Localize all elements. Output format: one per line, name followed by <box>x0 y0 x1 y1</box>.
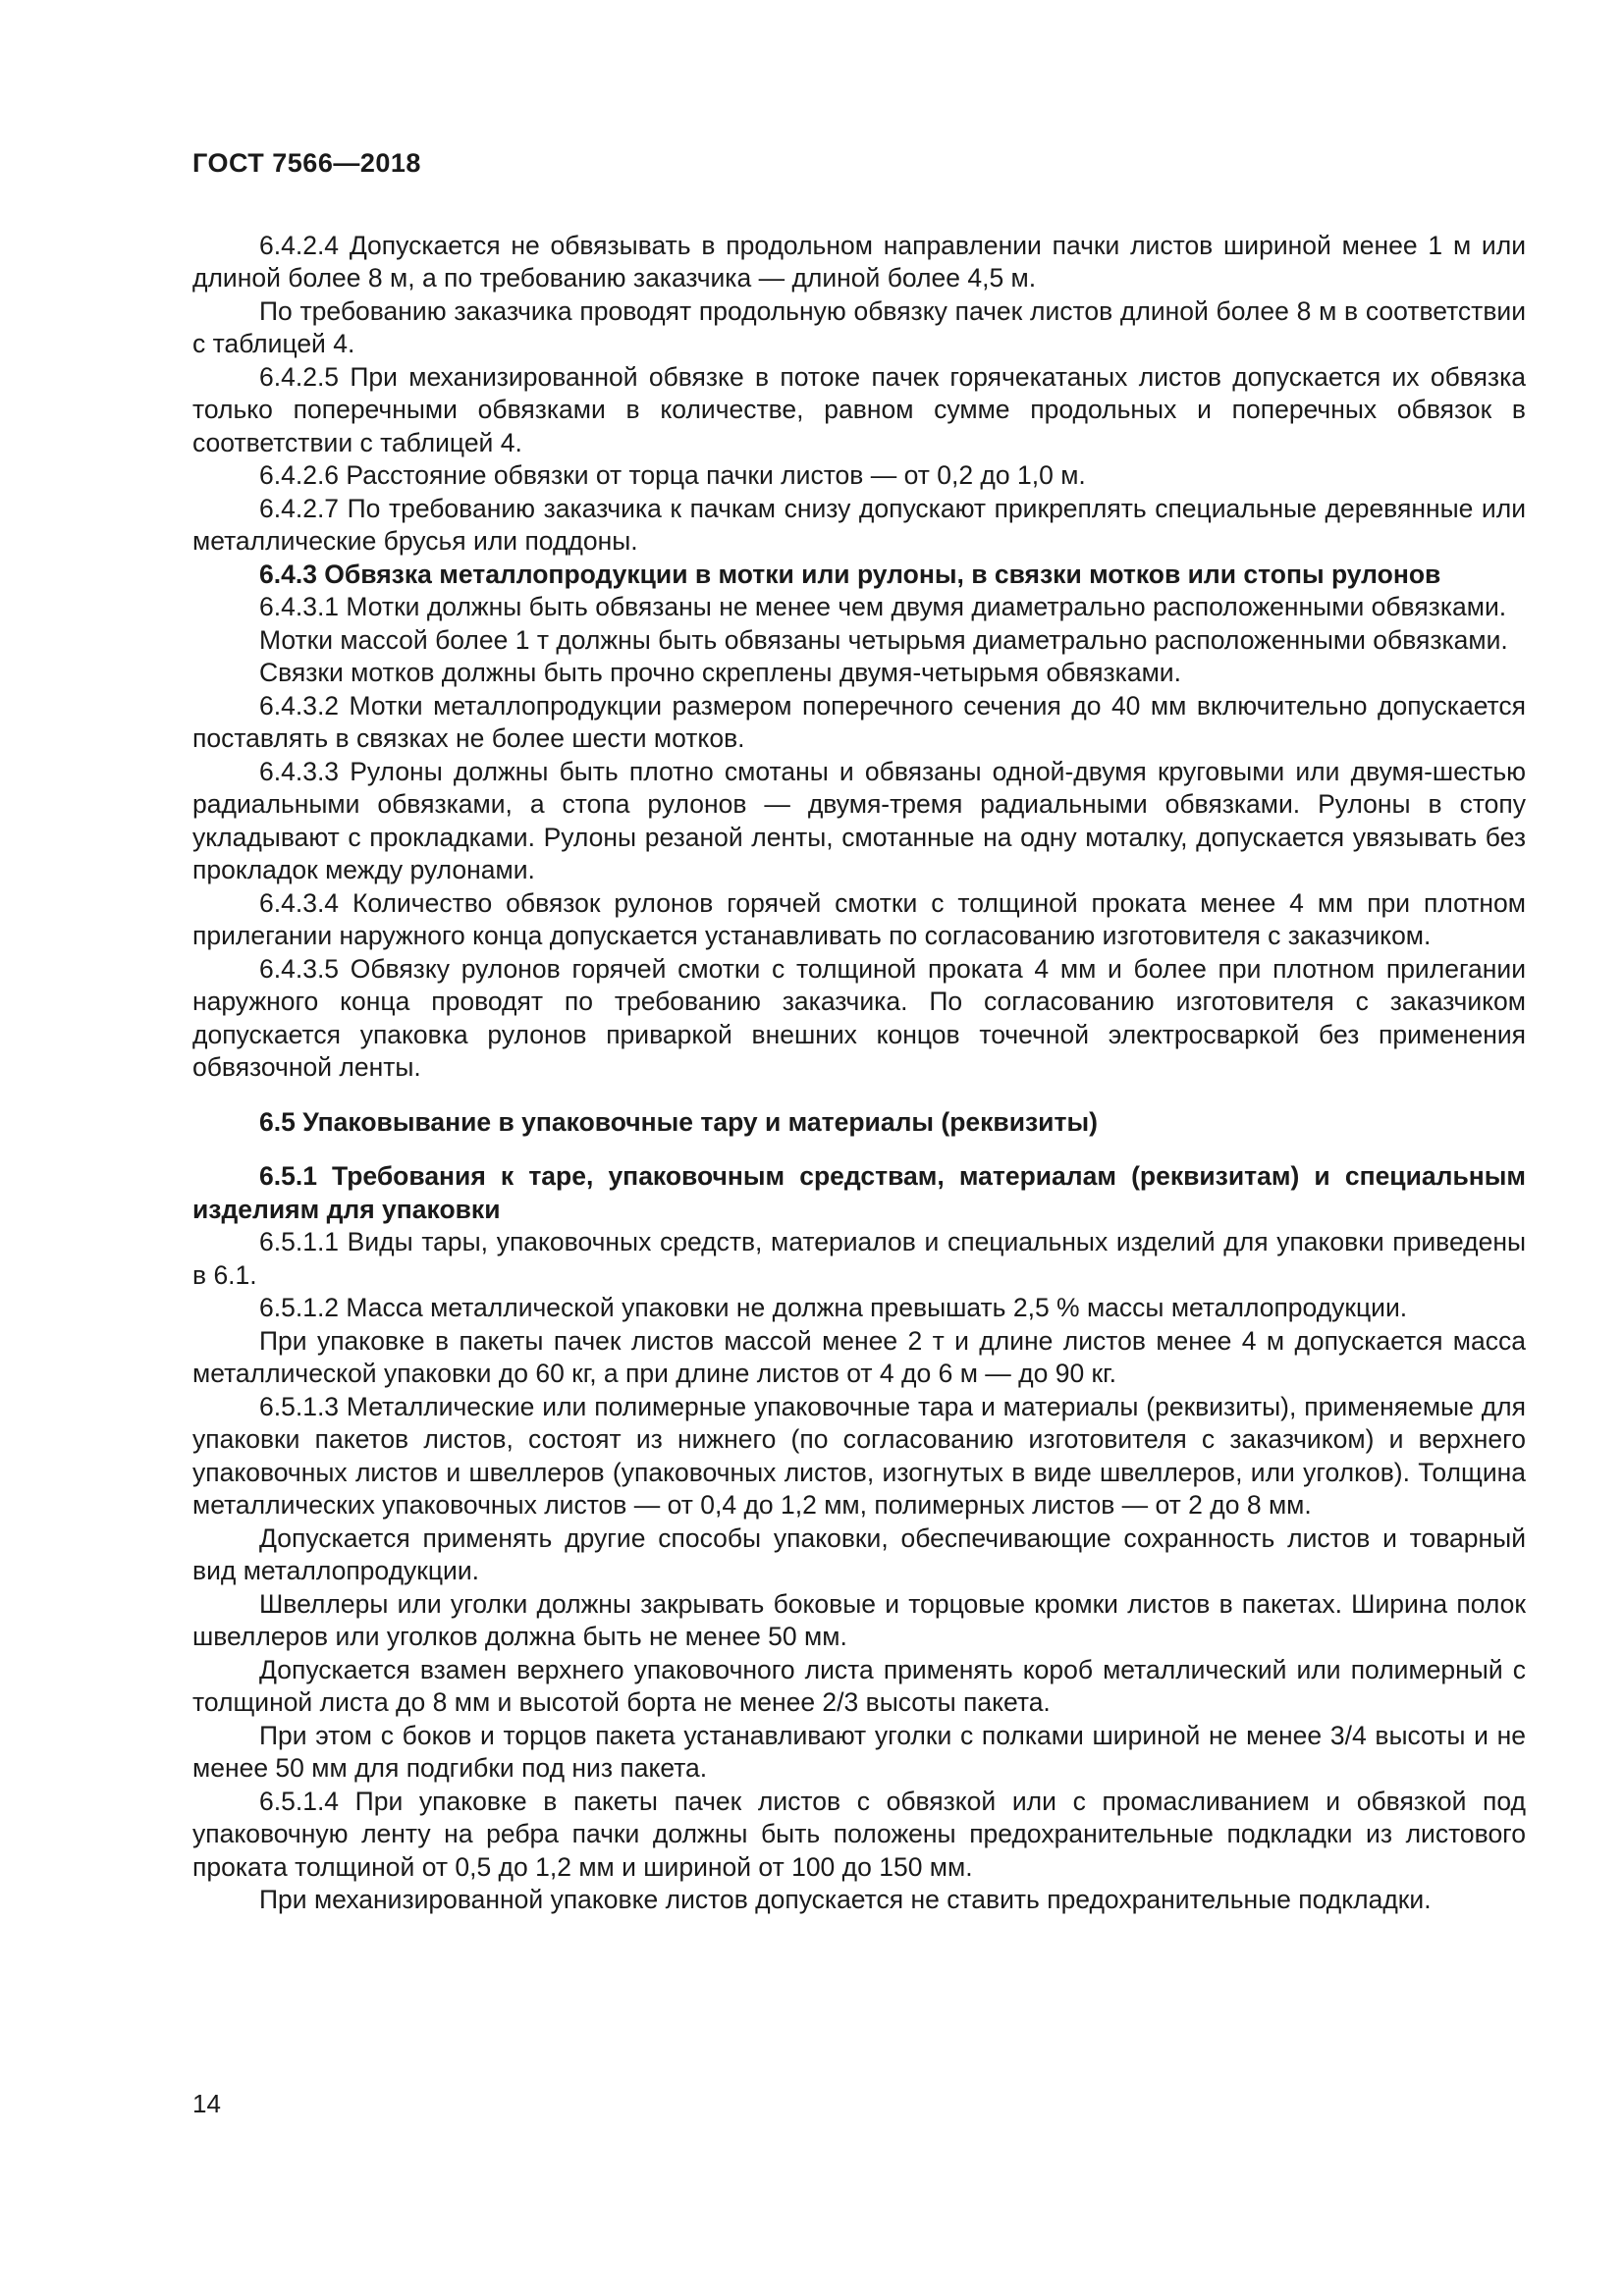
paragraph: Мотки массой более 1 т должны быть обвязаны четырьмя диаметрально расположенными обвязками. <box>259 624 1508 655</box>
paragraph: 6.4.2.7 По требованию заказчика к пачкам снизу допускают прикреплять специальные деревянные или металлические брусья или поддоны. <box>192 493 1526 556</box>
paragraph: 6.4.3.5 Обвязку рулонов горячей смотки с толщиной проката 4 мм и более при плотном прилегании наружного конца проводят по требованию заказчика. По согласованию изготовителя с заказчиком допускается упаковка рулонов приваркой внешних концов точечной электросваркой без применения обвязочной ленты. <box>192 953 1526 1082</box>
section-heading: 6.5 Упаковывание в упаковочные тару и материалы (реквизиты) <box>259 1106 1098 1137</box>
paragraph: Связки мотков должны быть прочно скреплены двумя-четырьмя обвязками. <box>259 658 1181 687</box>
paragraph: 6.4.3.2 Мотки металлопродукции размером поперечного сечения до 40 мм включительно допускается поставлять в связках не более шести мотков. <box>192 690 1526 753</box>
paragraph: Допускается применять другие способы упаковки, обеспечивающие сохранность листов и товарный вид металлопродукции. <box>192 1522 1526 1585</box>
page-number: 14 <box>192 2089 221 2118</box>
paragraph: 6.5.1.3 Металлические или полимерные упаковочные тара и материалы (реквизиты), применяемые для упаковки пакетов листов, состоят из нижнего (по согласованию изготовителя с заказчиком) и верхнего упаковочных листов и швеллеров (упаковочных листов, изогнутых в виде швеллеров, или уголков). Толщина металлических упаковочных листов — от 0,4 до 1,2 мм, полимерных листов — от 2 до 8 мм. <box>192 1391 1526 1520</box>
paragraph: Допускается взамен верхнего упаковочного листа применять короб металлический или полимерный с толщиной листа до 8 мм и высотой борта не менее 2/3 высоты пакета. <box>192 1654 1526 1717</box>
paragraph: При упаковке в пакеты пачек листов массой менее 2 т и длине листов менее 4 м допускается масса металлической упаковки до 60 кг, а при длине листов от 4 до 6 м — до 90 кг. <box>192 1325 1526 1388</box>
paragraph: При механизированной упаковке листов допускается не ставить предохранительные подкладки. <box>259 1885 1432 1914</box>
document-page <box>192 147 1526 1917</box>
paragraph: 6.5.1.4 При упаковке в пакеты пачек листов с обвязкой или с промасливанием и обвязкой под упаковочную ленту на ребра пачки должны быть положены предохранительные подкладки из листового проката толщиной от 0,5 до 1,2 мм и шириной от 100 до 150 мм. <box>192 1786 1526 1882</box>
paragraph: 6.5.1.1 Виды тары, упаковочных средств, материалов и специальных изделий для упаковки приведены в 6.1. <box>192 1227 1526 1290</box>
paragraph: 6.4.2.6 Расстояние обвязки от торца пачки листов — от 0,2 до 1,0 м. <box>259 460 1086 490</box>
document-body <box>192 230 1526 1917</box>
paragraph: 6.4.3.3 Рулоны должны быть плотно смотаны и обвязаны одной-двумя круговыми или двумя-шестью радиальными обвязками, а стопа рулонов — двумя-тремя радиальными обвязками. Рулоны в стопу укладывают с прокладками. Рулоны резаной ленты, смотанные на одну моталку, допускается увязывать без прокладок между рулонами. <box>192 756 1526 884</box>
paragraph: 6.5.1.2 Масса металлической упаковки не должна превышать 2,5 % массы металлопродукции. <box>259 1293 1408 1322</box>
paragraph: По требованию заказчика проводят продольную обвязку пачек листов длиной более 8 м в соответствии с таблицей 4. <box>192 295 1526 358</box>
section-heading: 6.4.3 Обвязка металлопродукции в мотки или рулоны, в связки мотков или стопы рулонов <box>259 559 1441 589</box>
paragraph: 6.4.3.4 Количество обвязок рулонов горячей смотки с толщиной проката менее 4 мм при плотном прилегании наружного конца допускается устанавливать по согласованию изготовителя с заказчиком. <box>192 887 1526 950</box>
section-heading: 6.5.1 Требования к таре, упаковочным средствам, материалам (реквизитам) и специальным изделиям для упаковки <box>192 1161 1526 1224</box>
document-header: ГОСТ 7566—2018 <box>192 148 421 178</box>
paragraph: 6.4.2.5 При механизированной обвязке в потоке пачек горячекатаных листов допускается их обвязка только поперечными обвязками в количестве, равном сумме продольных и поперечных обвязок в соответствии с таблицей 4. <box>192 361 1526 457</box>
paragraph: Швеллеры или уголки должны закрывать боковые и торцовые кромки листов в пакетах. Ширина полок швеллеров или уголков должна быть не менее 50 мм. <box>192 1588 1526 1651</box>
paragraph: 6.4.2.4 Допускается не обвязывать в продольном направлении пачки листов шириной менее 1 м или длиной более 8 м, а по требованию заказчика — длиной более 4,5 м. <box>192 230 1526 293</box>
paragraph: При этом с боков и торцов пакета устанавливают уголки с полками шириной не менее 3/4 высоты и не менее 50 мм для подгибки под низ пакета. <box>192 1720 1526 1783</box>
paragraph: 6.4.3.1 Мотки должны быть обвязаны не менее чем двумя диаметрально расположенными обвязками. <box>259 592 1507 621</box>
